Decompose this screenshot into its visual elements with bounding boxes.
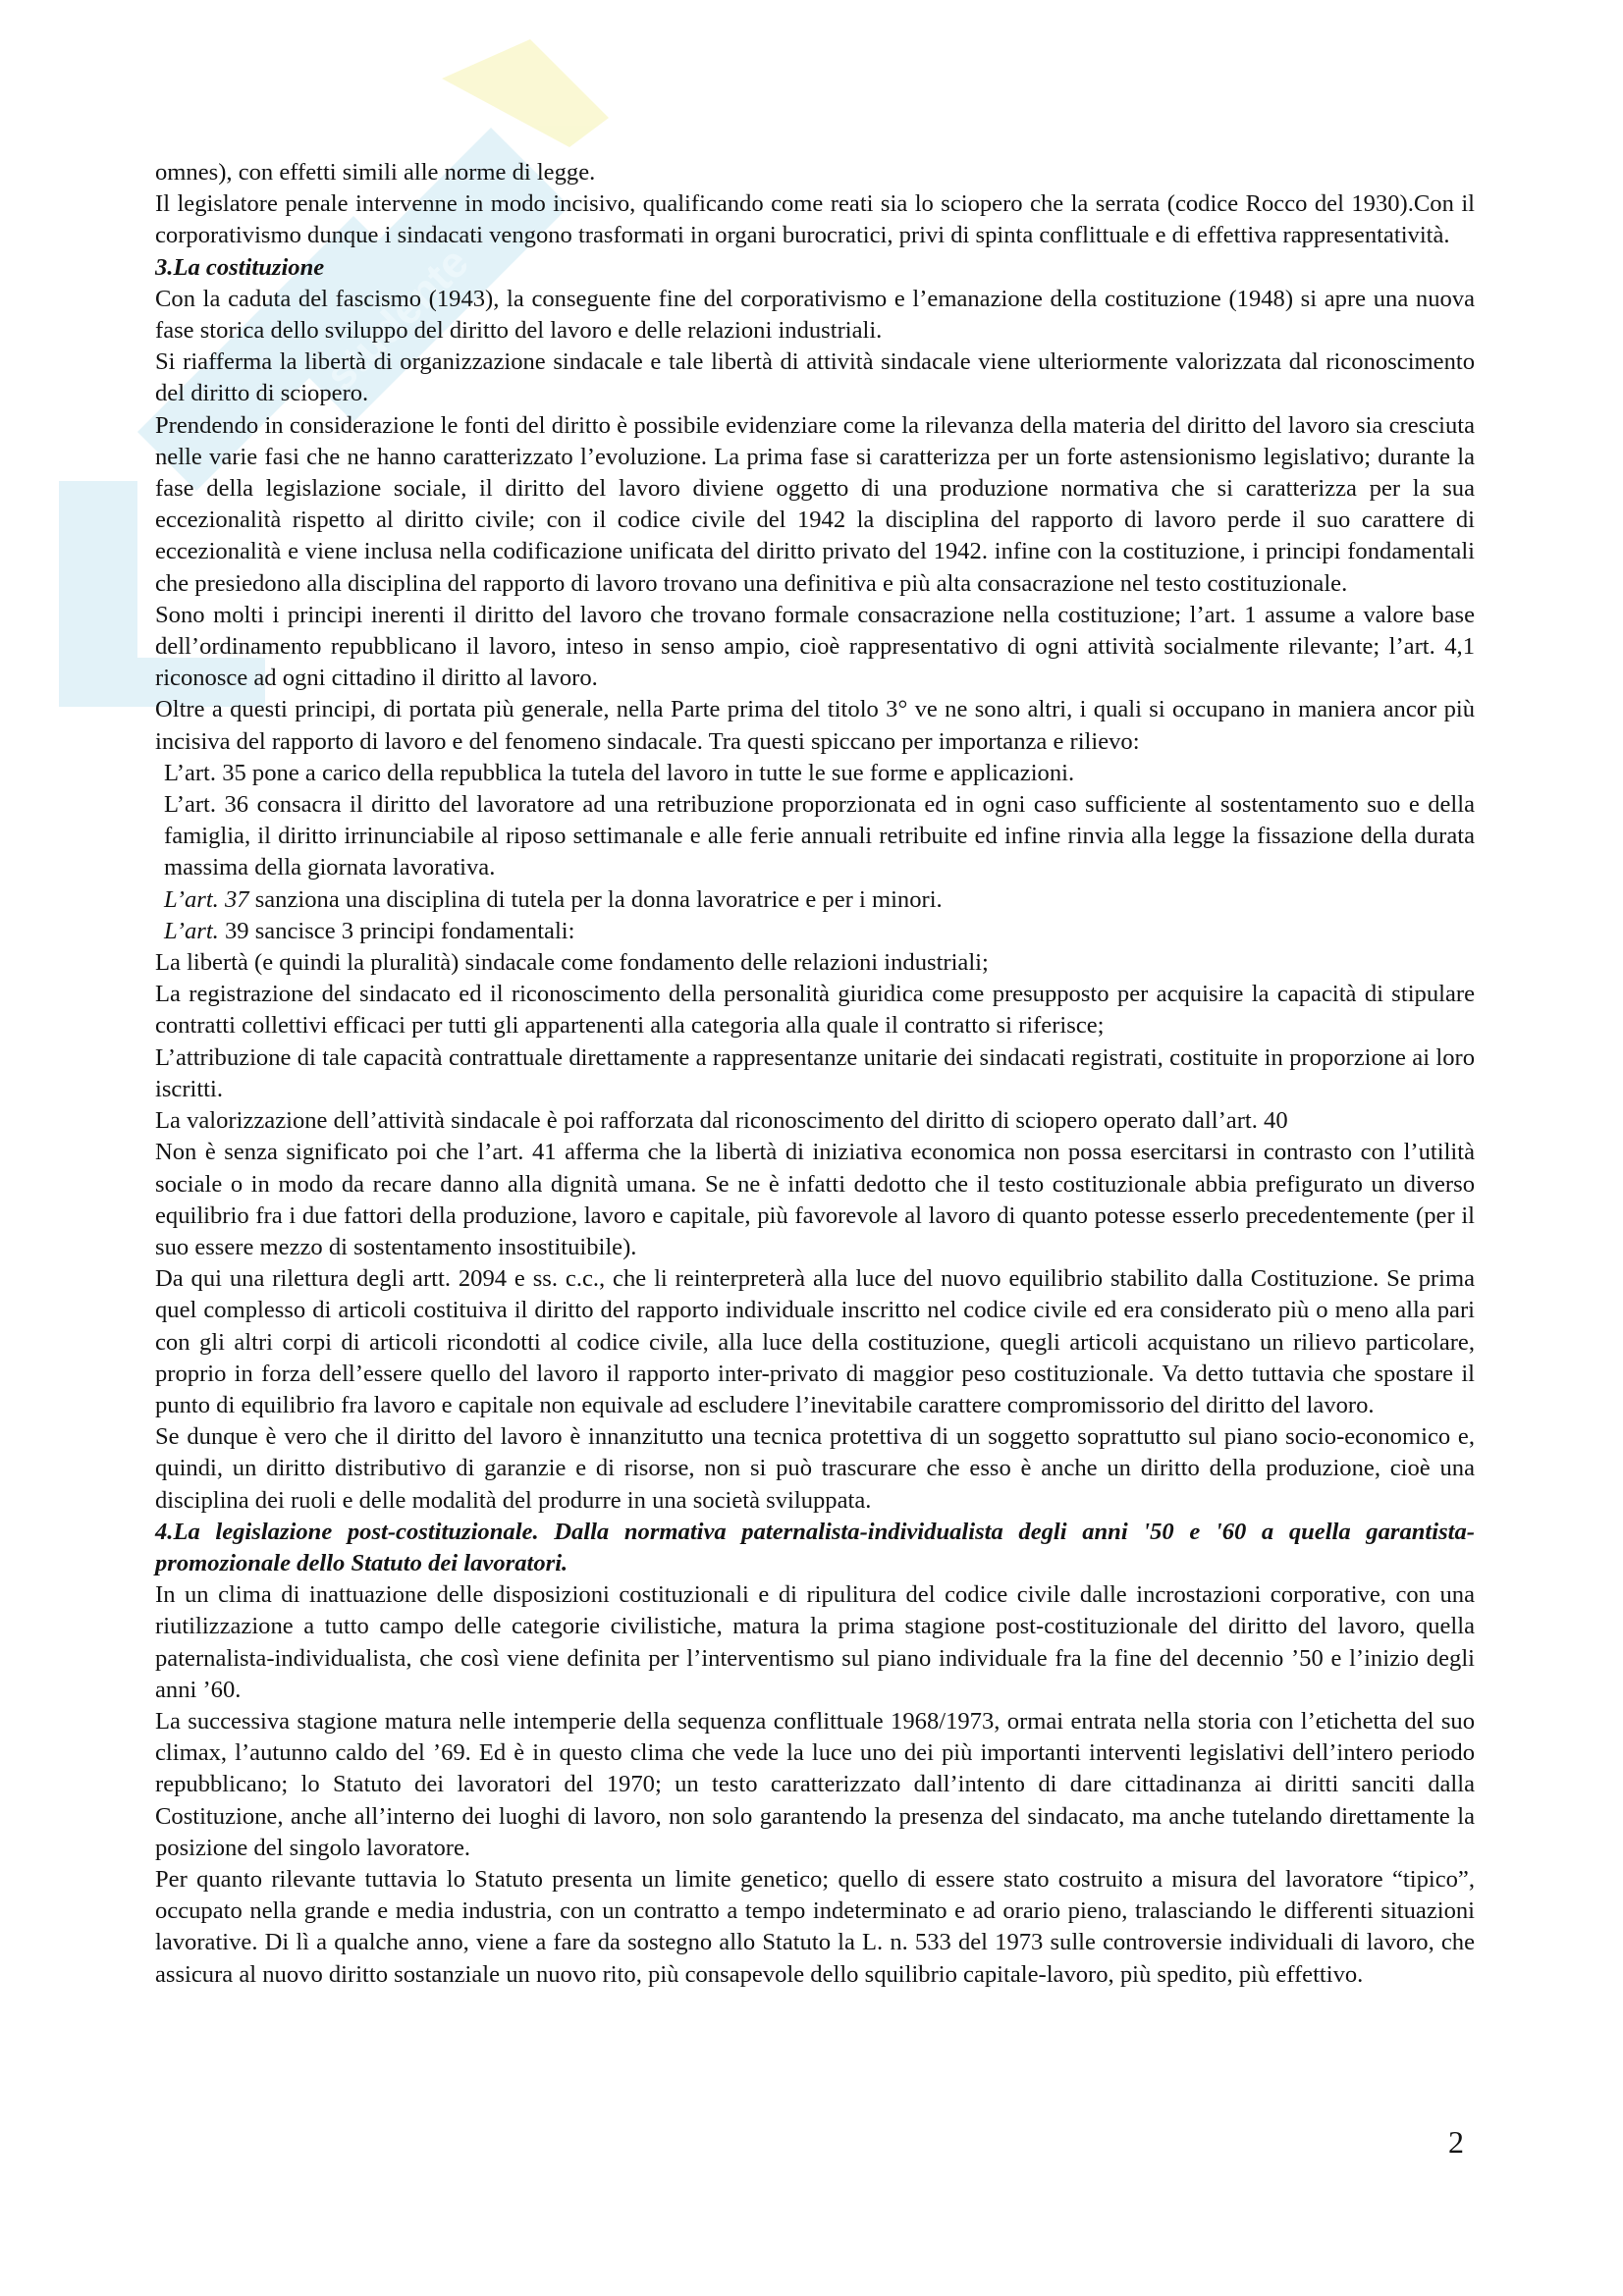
document-body — [155, 157, 1475, 1991]
article-ref: L’art. — [164, 917, 219, 944]
article-ref: L’art. 37 — [164, 885, 249, 913]
paragraph: In un clima di inattuazione delle disposizioni costituzionali e di ripulitura del codice civile dalle incrostazioni corporative, con una riutilizzazione a tutto campo delle categorie civilistiche, matura la prima stagione post-costituzionale del diritto del lavoro, quella paternalista-individualista, che così viene definita per l’interventismo sul piano individuale fra la fine del decennio ’50 e l’inizio degli anni ’60. — [155, 1581, 1475, 1703]
paragraph: Se dunque è vero che il diritto del lavoro è innanzitutto una tecnica protettiva di un soggetto soprattutto sul piano socio-economico e, quindi, un diritto distributivo di garanzie e di risorse, non si può trascurare che esso è anche un diritto della produzione, cioè una disciplina dei ruoli e delle modalità del produrre in una società sviluppata. — [155, 1423, 1475, 1514]
article-item: L’art. 35 pone a carico della repubblica la tutela del lavoro in tutte le sue forme e applicazioni. — [164, 759, 1075, 786]
paragraph: Sono molti i principi inerenti il diritto del lavoro che trovano formale consacrazione nella costituzione; l’art. 1 assume a valore base dell’ordinamento repubblicano il lavoro, inteso in senso ampio, cioè rappresentativo di ogni attività socialmente rilevante; l’art. 4,1 riconosce ad ogni cittadino il diritto al lavoro. — [155, 601, 1475, 692]
paragraph: La successiva stagione matura nelle intemperie della sequenza conflittuale 1968/1973, ormai entrata nella storia con l’etichetta del suo climax, l’autunno caldo del ’69. Ed è in questo clima che vede la luce uno dei più importanti interventi legislativi dell’intero periodo repubblicano; lo Statuto dei lavoratori del 1970; un testo caratterizzato dall’intento di dare cittadinanza ai diritti sanciti dalla Costituzione, anche all’interno dei luoghi di lavoro, non solo garantendo la presenza del sindacato, ma anche tutelando direttamente la posizione del singolo lavoratore. — [155, 1707, 1475, 1861]
article-item — [155, 916, 1475, 947]
paragraph: Prendendo in considerazione le fonti del diritto è possibile evidenziare come la rilevanza della materia del diritto del lavoro sia cresciuta nelle varie fasi che ne hanno caratterizzato l’evoluzione. La prima fase si caratterizza per un forte astensionismo legislativo; durante la fase della legislazione sociale, il diritto del lavoro diviene oggetto di una produzione normativa che si caratterizza per la sua eccezionalità rispetto al diritto civile; con il codice civile del 1942 la disciplina del rapporto di lavoro perde il suo carattere di eccezionalità e viene inclusa nella codificazione unificata del diritto privato del 1942. infine con la costituzione, i principi fondamentali che presiedono alla disciplina del rapporto di lavoro trovano una definitiva e più alta consacrazione nel testo costituzionale. — [155, 411, 1475, 597]
list-item: La registrazione del sindacato ed il riconoscimento della personalità giuridica come presupposto per acquisire la capacità di stipulare contratti collettivi efficaci per tutti gli appartenenti alla categoria alla quale il contratto si riferisce; — [155, 981, 1475, 1040]
section-heading: 4.La legislazione post-costituzionale. Dalla normativa paternalista-individualista degli anni '50 e '60 a quella garantista-promozionale dello Statuto dei lavoratori. — [155, 1518, 1475, 1576]
paragraph: Il legislatore penale intervenne in modo incisivo, qualificando come reati sia lo sciopero che la serrata (codice Rocco del 1930).Con il corporativismo dunque i sindacati vengono trasformati in organi burocratici, privi di spinta conflittuale e di effettiva rappresentatività. — [155, 190, 1475, 249]
paragraph: Da qui una rilettura degli artt. 2094 e ss. c.c., che li reinterpreterà alla luce del nuovo equilibrio stabilito dalla Costituzione. Se prima quel complesso di articoli costituiva il diritto del rapporto individuale inscritto nel codice civile ed era considerato più o meno alla pari con gli altri corpi di articoli ricondotti al codice civile, alla luce della costituzione, quegli articoli acquistano un rilievo particolare, proprio in forza dell’essere quello del lavoro il rapporto inter-privato di maggior peso costituzionale. Va detto tuttavia che spostare il punto di equilibrio fra lavoro e capitale non equivale ad escludere l’inevitabile carattere compromissorio del diritto del lavoro. — [155, 1265, 1475, 1418]
section-heading: 3.La costituzione — [155, 253, 325, 281]
svg-text:studente: studente — [316, 238, 478, 400]
list-item: La libertà (e quindi la pluralità) sindacale come fondamento delle relazioni industriali; — [155, 949, 989, 977]
article-text: sanziona una disciplina di tutela per la donna lavoratrice e per i minori. — [248, 885, 943, 913]
paragraph: Con la caduta del fascismo (1943), la conseguente fine del corporativismo e l’emanazione della costituzione (1948) si apre una nuova fase storica dello sviluppo del diritto del lavoro e delle relazioni industriali. — [155, 285, 1475, 345]
paragraph: La valorizzazione dell’attività sindacale è poi rafforzata dal riconoscimento del diritto di sciopero operato dall’art. 40 — [155, 1107, 1288, 1135]
paragraph: Non è senza significato poi che l’art. 41 afferma che la libertà di iniziativa economica non possa esercitarsi in contrasto con l’utilità sociale o in modo da recare danno alla dignità umana. Se ne è infatti dedotto che il testo costituzionale abbia prefigurato un diverso equilibrio fra i due fattori della produzione, lavoro e capitale, più favorevole al lavoro di quanto potesse esserlo precedentemente (per il suo essere mezzo di sostentamento insostituibile). — [155, 1139, 1475, 1260]
paragraph: Per quanto rilevante tuttavia lo Statuto presenta un limite genetico; quello di essere stato costruito a misura del lavoratore “tipico”, occupato nella grande e media industria, con un contratto a tempo indeterminato e ad orario pieno, tralasciando le differenti situazioni lavorative. Di lì a qualche anno, viene a fare da sostegno allo Statuto la L. n. 533 del 1973 sulle controversie individuali di lavoro, che assicura al nuovo diritto sostanziale un nuovo rito, più consapevole dello squilibrio capitale-lavoro, più spedito, più effettivo. — [155, 1865, 1475, 1988]
article-text: 39 sancisce 3 principi fondamentali: — [218, 917, 575, 944]
page-number: 2 — [1448, 2124, 1464, 2160]
paragraph: Si riafferma la libertà di organizzazione sindacale e tale libertà di attività sindacale viene ulteriormente valorizzata dal riconoscimento del diritto di sciopero. — [155, 348, 1475, 407]
article-item — [155, 884, 1475, 916]
list-item: L’attribuzione di tale capacità contrattuale direttamente a rappresentanze unitarie dei sindacati registrati, costituite in proporzione ai loro iscritti. — [155, 1043, 1475, 1102]
paragraph: Oltre a questi principi, di portata più generale, nella Parte prima del titolo 3° ve ne sono altri, i quali si occupano in maniera ancor più incisiva del rapporto di lavoro e del fenomeno sindacale. Tra questi spiccano per importanza e rilievo: — [155, 696, 1475, 755]
article-item: L’art. 36 consacra il diritto del lavoratore ad una retribuzione proporzionata ed in ogni caso sufficiente al sostentamento suo e della famiglia, il diritto irrinunciabile al riposo settimanale e alle ferie annuali retribuite ed infine rinvia alla legge la fissazione della durata massima della giornata lavorativa. — [164, 791, 1475, 881]
paragraph: omnes), con effetti simili alle norme di legge. — [155, 159, 596, 186]
